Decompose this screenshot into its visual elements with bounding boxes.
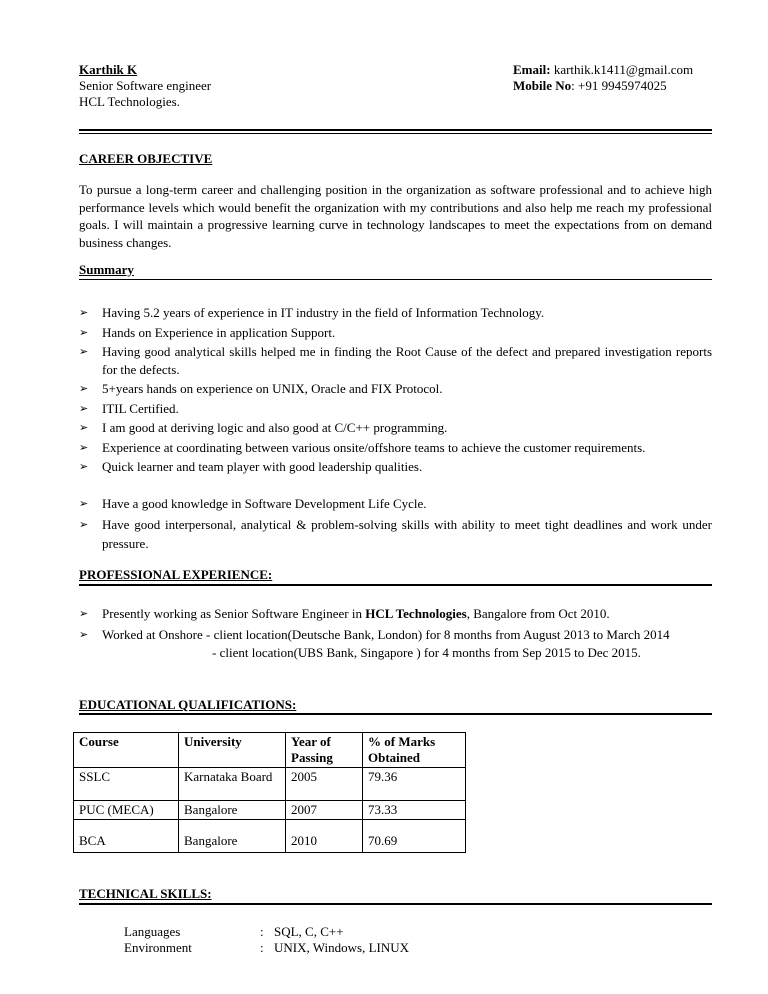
summary-heading: Summary [79, 262, 134, 277]
summary-list-2 [79, 495, 712, 553]
table-row [74, 820, 466, 853]
list-item [79, 495, 712, 513]
table-cell: Bangalore [179, 801, 286, 820]
mobile-value: : +91 9945974025 [571, 78, 667, 93]
summary-item-text: Quick learner and team player with good leadership qualities. [102, 459, 423, 474]
list-item [79, 400, 712, 418]
table-cell: 2010 [286, 820, 363, 853]
list-item [79, 626, 712, 644]
experience-heading: PROFESSIONAL EXPERIENCE: [79, 567, 273, 582]
list-item [79, 304, 712, 322]
table-cell: PUC (MECA) [74, 801, 179, 820]
arrow-bullet-icon: ➢ [79, 382, 89, 395]
arrow-bullet-icon: ➢ [79, 401, 89, 415]
table-cell: Karnataka Board [179, 768, 286, 801]
table-header-cell: Year of Passing [286, 733, 363, 768]
skill-separator: : [260, 940, 264, 955]
header-divider-1 [79, 129, 712, 131]
mobile-label: Mobile No [513, 78, 572, 93]
experience-item-1-pre: Presently working as Senior Software Engineer in [102, 606, 366, 621]
arrow-bullet-icon: ➢ [79, 306, 89, 319]
summary-item-text: Have good interpersonal, analytical & problem-solving skills with ability to meet tight deadlines and work under pressure. [102, 516, 712, 551]
email-label: Email: [513, 62, 551, 77]
skills-divider [79, 903, 712, 905]
company: HCL Technologies. [79, 94, 180, 109]
education-heading: EDUCATIONAL QUALIFICATIONS: [79, 697, 297, 712]
career-objective-text: To pursue a long-term career and challenging position in the organization as software professional and to achieve high performance levels which would benefit the organization with my contributions and also help me reach my professional goals. I will maintain a progressive learning curve in technology landscapes to meet the expectations from on demand business changes. [79, 182, 712, 250]
designation: Senior Software engineer [79, 78, 212, 93]
table-cell: 2007 [286, 801, 363, 820]
list-item [79, 419, 712, 437]
list-item [79, 515, 712, 553]
summary-list [79, 304, 712, 478]
summary-item-text: Have a good knowledge in Software Development Life Cycle. [102, 496, 427, 511]
career-objective-heading: CAREER OBJECTIVE [79, 151, 213, 166]
summary-item-text: Experience at coordinating between various onsite/offshore teams to achieve the customer requirements. [102, 439, 646, 455]
skill-value-environment: UNIX, Windows, LINUX [274, 940, 410, 955]
table-cell: 79.36 [363, 768, 466, 801]
table-header-cell: University [179, 733, 286, 768]
skills-heading: TECHNICAL SKILLS: [79, 886, 212, 901]
table-cell: 73.33 [363, 801, 466, 820]
skill-separator: : [260, 924, 264, 939]
summary-item-text: Having good analytical skills helped me in finding the Root Cause of the defect and prepared investigation reports for the defects. [102, 344, 712, 377]
email-value[interactable]: karthik.k1411@gmail.com [550, 62, 694, 77]
summary-item-text: ITIL Certified. [102, 400, 179, 416]
table-cell: SSLC [74, 768, 179, 801]
table-row [74, 801, 466, 820]
table-cell: 2005 [286, 768, 363, 801]
list-item [79, 324, 712, 342]
arrow-bullet-icon: ➢ [79, 460, 89, 473]
list-item [79, 458, 712, 476]
summary-item-text: I am good at deriving logic and also good at C/C++ programming. [102, 420, 448, 435]
table-header-cell: Course [74, 733, 179, 768]
list-item [79, 343, 712, 378]
table-header-cell: % of Marks Obtained [363, 733, 466, 768]
arrow-bullet-icon: ➢ [79, 440, 89, 454]
experience-divider [79, 584, 712, 586]
experience-item-1-post: , Bangalore from Oct 2010. [466, 606, 610, 621]
experience-company: HCL Technologies [365, 606, 467, 621]
summary-divider [79, 279, 712, 280]
list-item [79, 380, 712, 398]
email-line [513, 62, 693, 78]
education-table [73, 732, 466, 853]
experience-item-2: Worked at Onshore - client location(Deutsche Bank, London) for 8 months from August 2013 to March 2014 [102, 626, 670, 642]
mobile-line [513, 78, 667, 94]
list-item [79, 439, 712, 457]
candidate-name: Karthik K [79, 62, 138, 77]
arrow-bullet-icon: ➢ [79, 497, 89, 510]
experience-item-2-continuation: - client location(UBS Bank, Singapore ) for 4 months from Sep 2015 to Dec 2015. [212, 645, 641, 660]
skill-label-languages: Languages [124, 924, 181, 939]
arrow-bullet-icon: ➢ [79, 421, 89, 434]
summary-item-text: Having 5.2 years of experience in IT industry in the field of Information Technology. [102, 305, 545, 320]
table-row [74, 768, 466, 801]
arrow-bullet-icon: ➢ [79, 325, 89, 339]
table-cell: Bangalore [179, 820, 286, 853]
skill-value-languages: SQL, C, C++ [274, 924, 344, 939]
arrow-bullet-icon: ➢ [79, 607, 89, 620]
table-cell: BCA [74, 820, 179, 853]
education-divider [79, 713, 712, 715]
header-divider-2 [79, 133, 712, 134]
arrow-bullet-icon: ➢ [79, 627, 89, 641]
experience-list [79, 605, 712, 643]
table-header-row [74, 733, 466, 768]
skill-label-environment: Environment [124, 940, 192, 955]
summary-item-text: Hands on Experience in application Support. [102, 324, 336, 340]
list-item [79, 605, 712, 623]
arrow-bullet-icon: ➢ [79, 345, 89, 358]
summary-item-text: 5+years hands on experience on UNIX, Oracle and FIX Protocol. [102, 381, 443, 396]
arrow-bullet-icon: ➢ [79, 517, 89, 531]
table-cell: 70.69 [363, 820, 466, 853]
